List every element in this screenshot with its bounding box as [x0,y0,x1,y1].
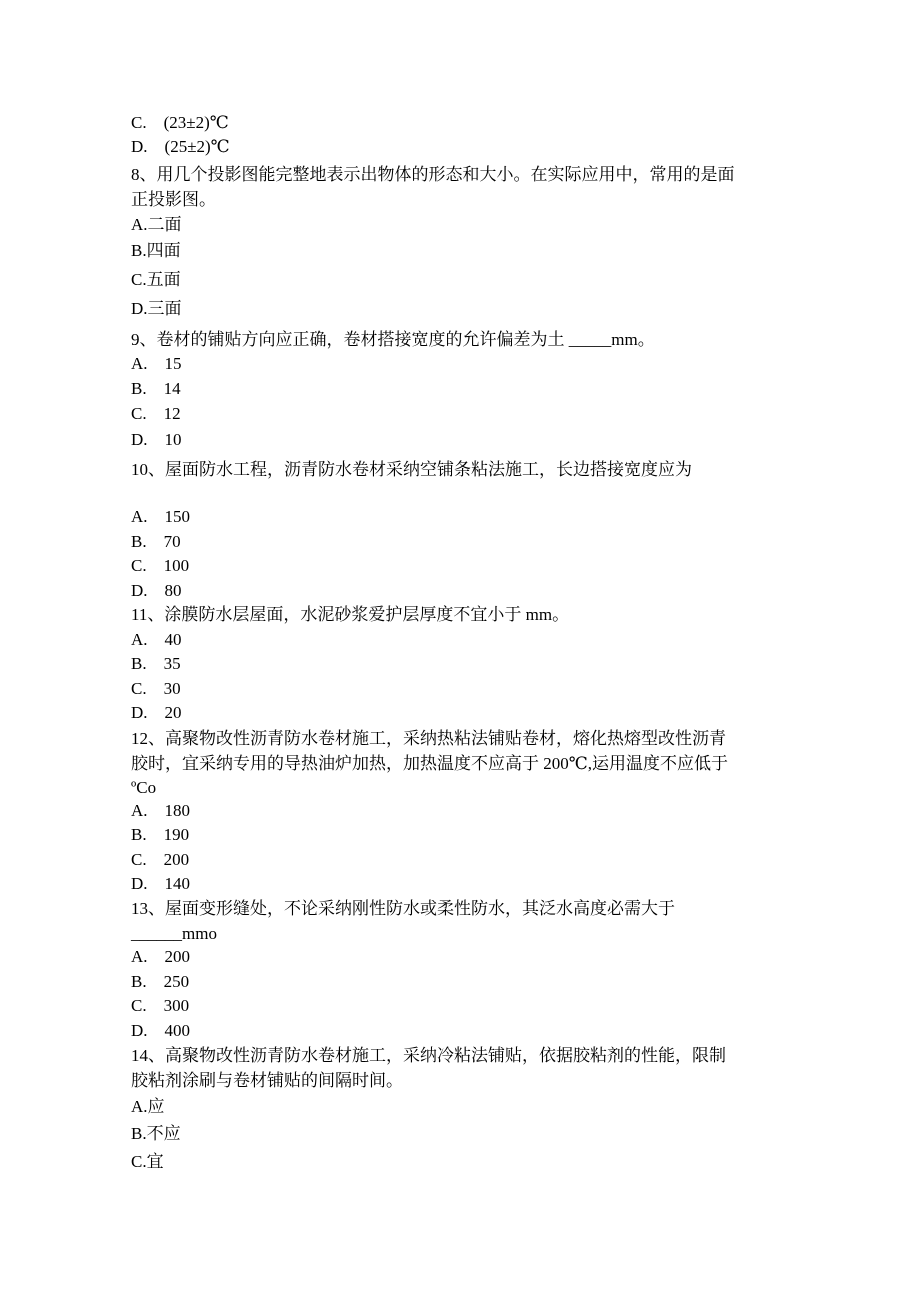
question-13-line-2: ______mmo [131,924,217,943]
question-11-text: 11、涂膜防水层屋面，水泥砂浆爱护层厚度不宜小于 mm。 [131,605,570,624]
question-9-option-c: C. 12 [131,404,181,423]
question-12-line-3: ºCo [131,778,157,797]
question-14-line-2: 胶粘剂涂刷与卷材铺贴的间隔时间。 [131,1071,403,1090]
question-9-option-b: B. 14 [131,379,181,398]
question-10-option-b: B. 70 [131,532,181,551]
question-9-text: 9、卷材的铺贴方向应正确，卷材搭接宽度的允许偏差为土 _____mm。 [131,330,655,349]
question-8-option-c: C.五面 [131,270,181,289]
question-14-option-b: B.不应 [131,1124,181,1143]
question-11-option-a: A. 40 [131,630,182,649]
question-12-line-2: 胶时，宜采纳专用的导热油炉加热，加热温度不应高于 200℃,运用温度不应低于 [131,754,729,773]
question-9-option-d: D. 10 [131,430,182,449]
question-11-option-b: B. 35 [131,654,181,673]
question-9-option-a: A. 15 [131,354,182,373]
question-12-line-1: 12、高聚物改性沥青防水卷材施工，采纳热粘法铺贴卷材，熔化热熔型改性沥青 [131,729,726,748]
question-12-option-c: C. 200 [131,850,190,869]
question-14-option-a: A.应 [131,1097,165,1116]
question-13-option-a: A. 200 [131,947,191,966]
question-8-line-2: 正投影图。 [131,190,216,209]
question-12-option-d: D. 140 [131,874,191,893]
question-8-option-a: A.二面 [131,215,182,234]
question-13-option-c: C. 300 [131,996,190,1015]
question-13-line-1: 13、屋面变形缝处，不论采纳刚性防水或柔性防水，其泛水高度必需大于 [131,899,675,918]
question-8-option-d: D.三面 [131,299,182,318]
question-8-line-1: 8、用几个投影图能完整地表示出物体的形态和大小。在实际应用中，常用的是面 [131,165,735,184]
question-13-option-b: B. 250 [131,972,190,991]
question-14-line-1: 14、高聚物改性沥青防水卷材施工，采纳冷粘法铺贴，依据胶粘剂的性能，限制 [131,1046,726,1065]
question-12-option-a: A. 180 [131,801,191,820]
question-8-option-b: B.四面 [131,241,181,260]
question-14-option-c: C.宜 [131,1152,164,1171]
question-10-option-a: A. 150 [131,507,191,526]
option-d: D. (25±2)℃ [131,137,230,156]
option-c: C. (23±2)℃ [131,113,229,132]
question-13-option-d: D. 400 [131,1021,191,1040]
question-10-text: 10、屋面防水工程，沥青防水卷材采纳空铺条粘法施工，长边搭接宽度应为 [131,460,692,479]
question-10-option-c: C. 100 [131,556,190,575]
question-11-option-d: D. 20 [131,703,182,722]
question-11-option-c: C. 30 [131,679,181,698]
question-10-option-d: D. 80 [131,581,182,600]
question-12-option-b: B. 190 [131,825,190,844]
